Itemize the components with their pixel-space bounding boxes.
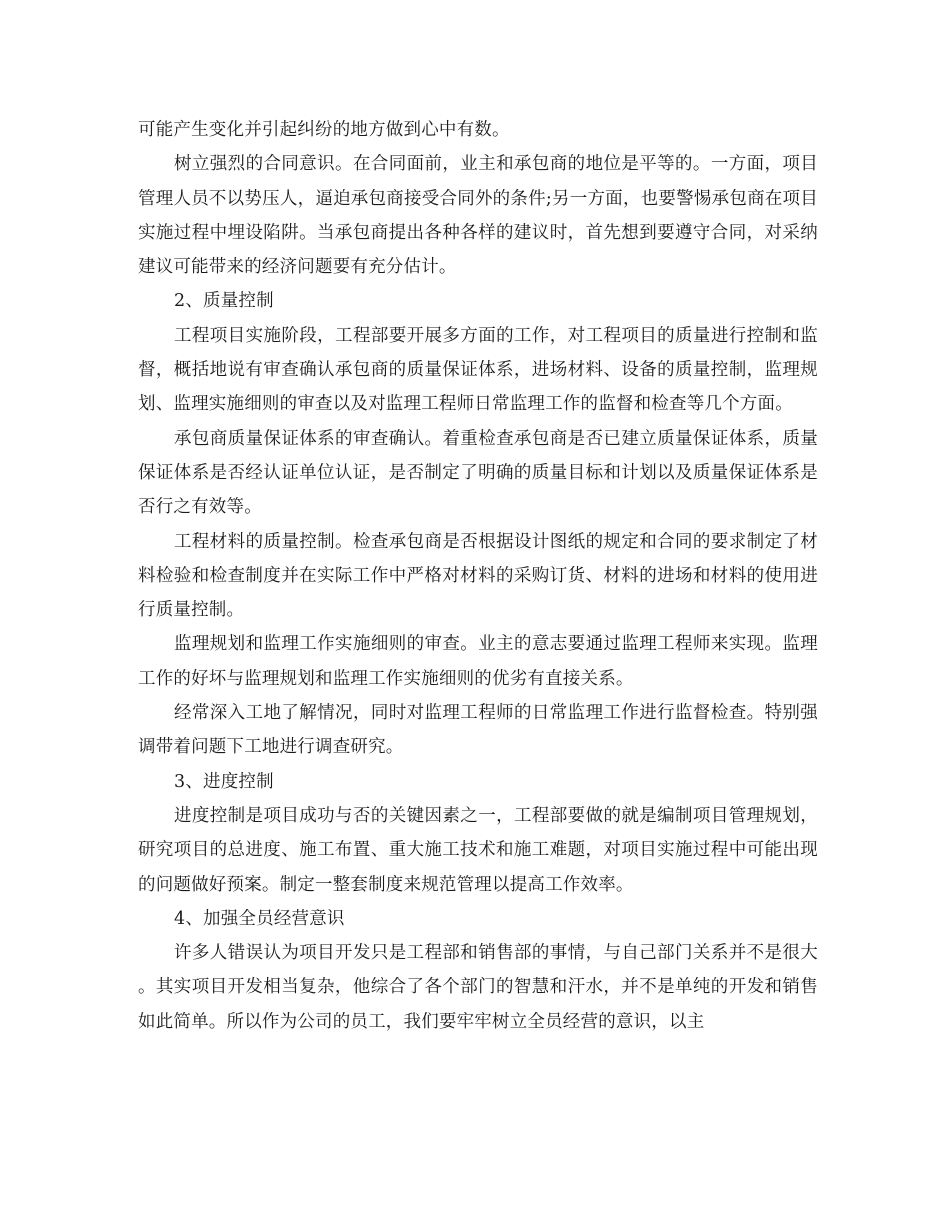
paragraph-business-awareness: 许多人错误认为项目开发只是工程部和销售部的事情，与自己部门关系并不是很大。其实项目开发相当复杂，他综合了各个部门的智慧和汗水，并不是单纯的开发和销售如此简单。所以作为公司的员工，我们要牢牢树立全员经营的意识，以主 — [138, 943, 818, 1032]
paragraph-quality-overview: 工程项目实施阶段，工程部要开展多方面的工作，对工程项目的质量进行控制和监督，概括地说有审查确认承包商的质量保证体系，进场材料、设备的质量控制，监理规划、监理实施细则的审查以及对监理工程师日常监理工作的监督和检查等几个方面。 — [138, 325, 818, 415]
paragraph-contract-awareness: 树立强烈的合同意识。在合同面前，业主和承包商的地位是平等的。一方面，项目管理人员不以势压人，逼迫承包商接受合同外的条件;另一方面，也要警惕承包商在项目实施过程中埋设陷阱。当承包商提出各种各样的建议时，首先想到要遵守合同，对采纳建议可能带来的经济问题要有充分估计。 — [138, 154, 818, 278]
section-heading-quality-control: 2、质量控制 — [174, 291, 274, 312]
section-heading-business-awareness: 4、加强全员经营意识 — [174, 908, 345, 929]
paragraph-site-inspection: 经常深入工地了解情况，同时对监理工程师的日常监理工作进行监督检查。特别强调带着问题下工地进行调查研究。 — [138, 703, 818, 758]
paragraph-quality-system-review: 承包商质量保证体系的审查确认。着重检查承包商是否已建立质量保证体系，质量保证体系是否经认证单位认证，是否制定了明确的质量目标和计划以及质量保证体系是否行之有效等。 — [138, 428, 818, 518]
paragraph-supervision-plan-review: 监理规划和监理工作实施细则的审查。业主的意志要通过监理工程师来实现。监理工作的好坏与监理规划和监理工作实施细则的优劣有直接关系。 — [138, 634, 818, 689]
paragraph-material-quality: 工程材料的质量控制。检查承包商是否根据设计图纸的规定和合同的要求制定了材料检验和检查制度并在实际工作中严格对材料的采购订货、材料的进场和材料的使用进行质量控制。 — [138, 531, 818, 621]
section-heading-schedule-control: 3、进度控制 — [174, 771, 274, 792]
document-body — [138, 113, 818, 1039]
paragraph-continuation: 可能产生变化并引起纠纷的地方做到心中有数。 — [138, 120, 510, 140]
paragraph-schedule-control: 进度控制是项目成功与否的关键因素之一，工程部要做的就是编制项目管理规划，研究项目的总进度、施工布置、重大施工技术和施工难题，对项目实施过程中可能出现的问题做好预案。制定一整套制度来规范管理以提高工作效率。 — [138, 805, 818, 895]
